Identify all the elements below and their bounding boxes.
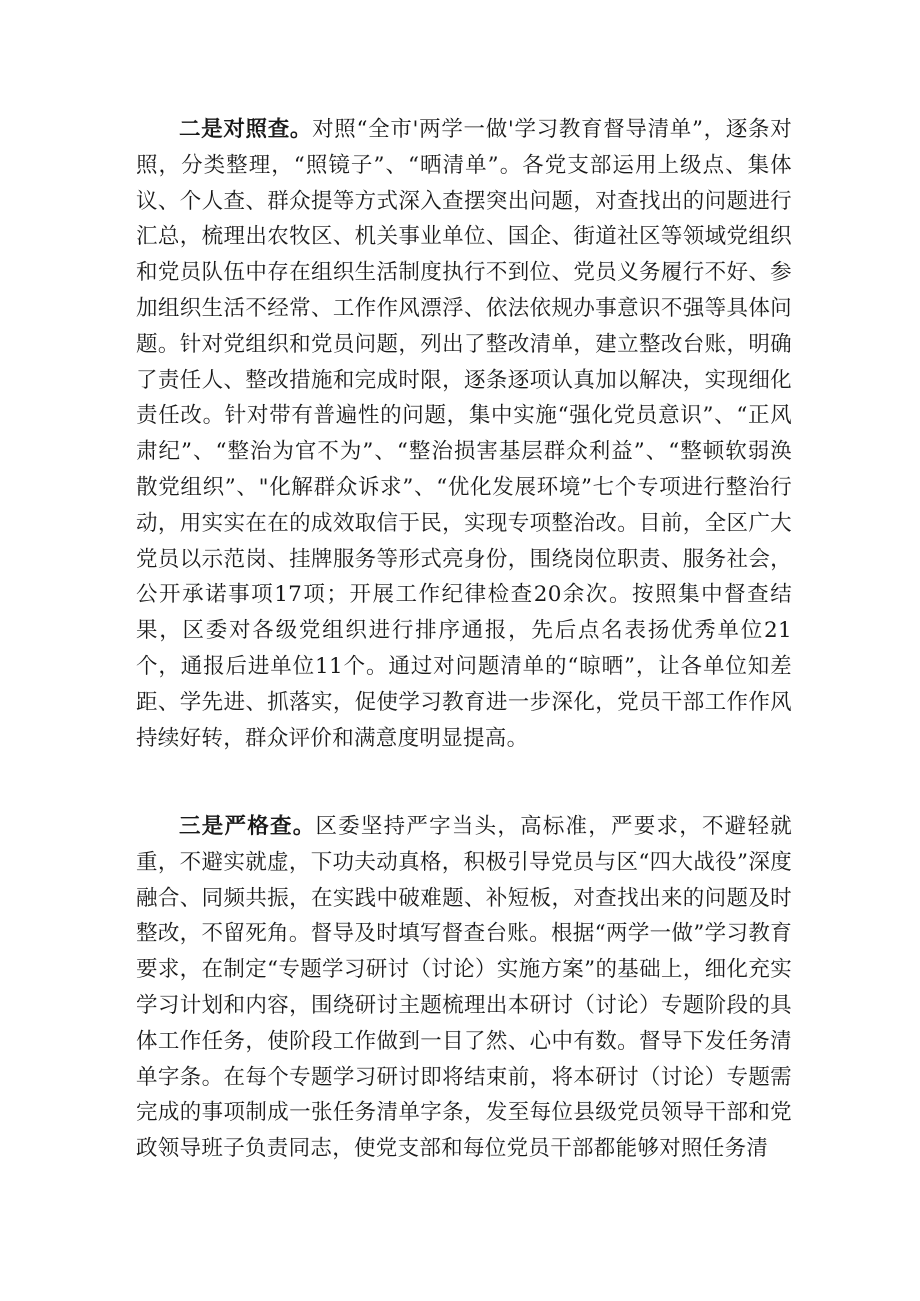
paragraph-strict-check — [136, 809, 792, 1167]
paragraph-body: 对照“全市'两学一做'学习教育督导清单”，逐条对照，分类整理，“照镜子”、“晒清单”。各党支部运用上级点、集体议、个人查、群众提等方式深入查摆突出问题，对查找出的问题进行汇总，梳理出农牧区、机关事业单位、国企、街道社区等领域党组织和党员队伍中存在组织生活制度执行不到位、党员义务履行不好、参加组织生活不经常、工作作风漂浮、依法依规办事意识不强等具体问题。针对党组织和党员问题，列出了整改清单，建立整改台账，明确了责任人、整改措施和完成时限，逐条逐项认真加以解决，实现细化责任改。针对带有普遍性的问题，集中实施“强化党员意识”、“正风肃纪”、“整治为官不为”、“整治损害基层群众利益”、“整顿软弱涣散党组织”、"化解群众诉求”、“优化发展环境”七个专项进行整治行动，用实实在在的成效取信于民，实现专项整治改。目前，全区广大党员以示范岗、挂牌服务等形式亮身份，围绕岗位职责、服务社会，公开承诺事项17项；开展工作纪律检查20余次。按照集中督查结果，区委对各级党组织进行排序通报，先后点名表扬优秀单位21个，通报后进单位11个。通过对问题清单的“晾晒”，让各单位知差距、学先进、抓落实，促使学习教育进一步深化，党员干部工作作风持续好转，群众评价和满意度明显提高。 — [136, 117, 792, 751]
paragraph-lead: 二是对照查。 — [179, 117, 313, 142]
paragraph-comparison-check — [136, 112, 792, 756]
paragraph-body: 区委坚持严字当头，高标准，严要求，不避轻就重，不避实就虚，下功夫动真格，积极引导党员与区“四大战役”深度融合、同频共振，在实践中破难题、补短板，对查找出来的问题及时整改，不留死角。督导及时填写督查台账。根据“两学一做”学习教育要求，在制定“专题学习研讨（讨论）实施方案”的基础上，细化充实学习计划和内容，围绕研讨主题梳理出本研讨（讨论）专题阶段的具体工作任务，使阶段工作做到一目了然、心中有数。督导下发任务清单字条。在每个专题学习研讨即将结束前，将本研讨（讨论）专题需完成的事项制成一张任务清单字条，发至每位县级党员领导干部和党政领导班子负责同志，使党支部和每位党员干部都能够对照任务清 — [136, 814, 792, 1162]
paragraph-lead: 三是严格查。 — [179, 814, 316, 839]
